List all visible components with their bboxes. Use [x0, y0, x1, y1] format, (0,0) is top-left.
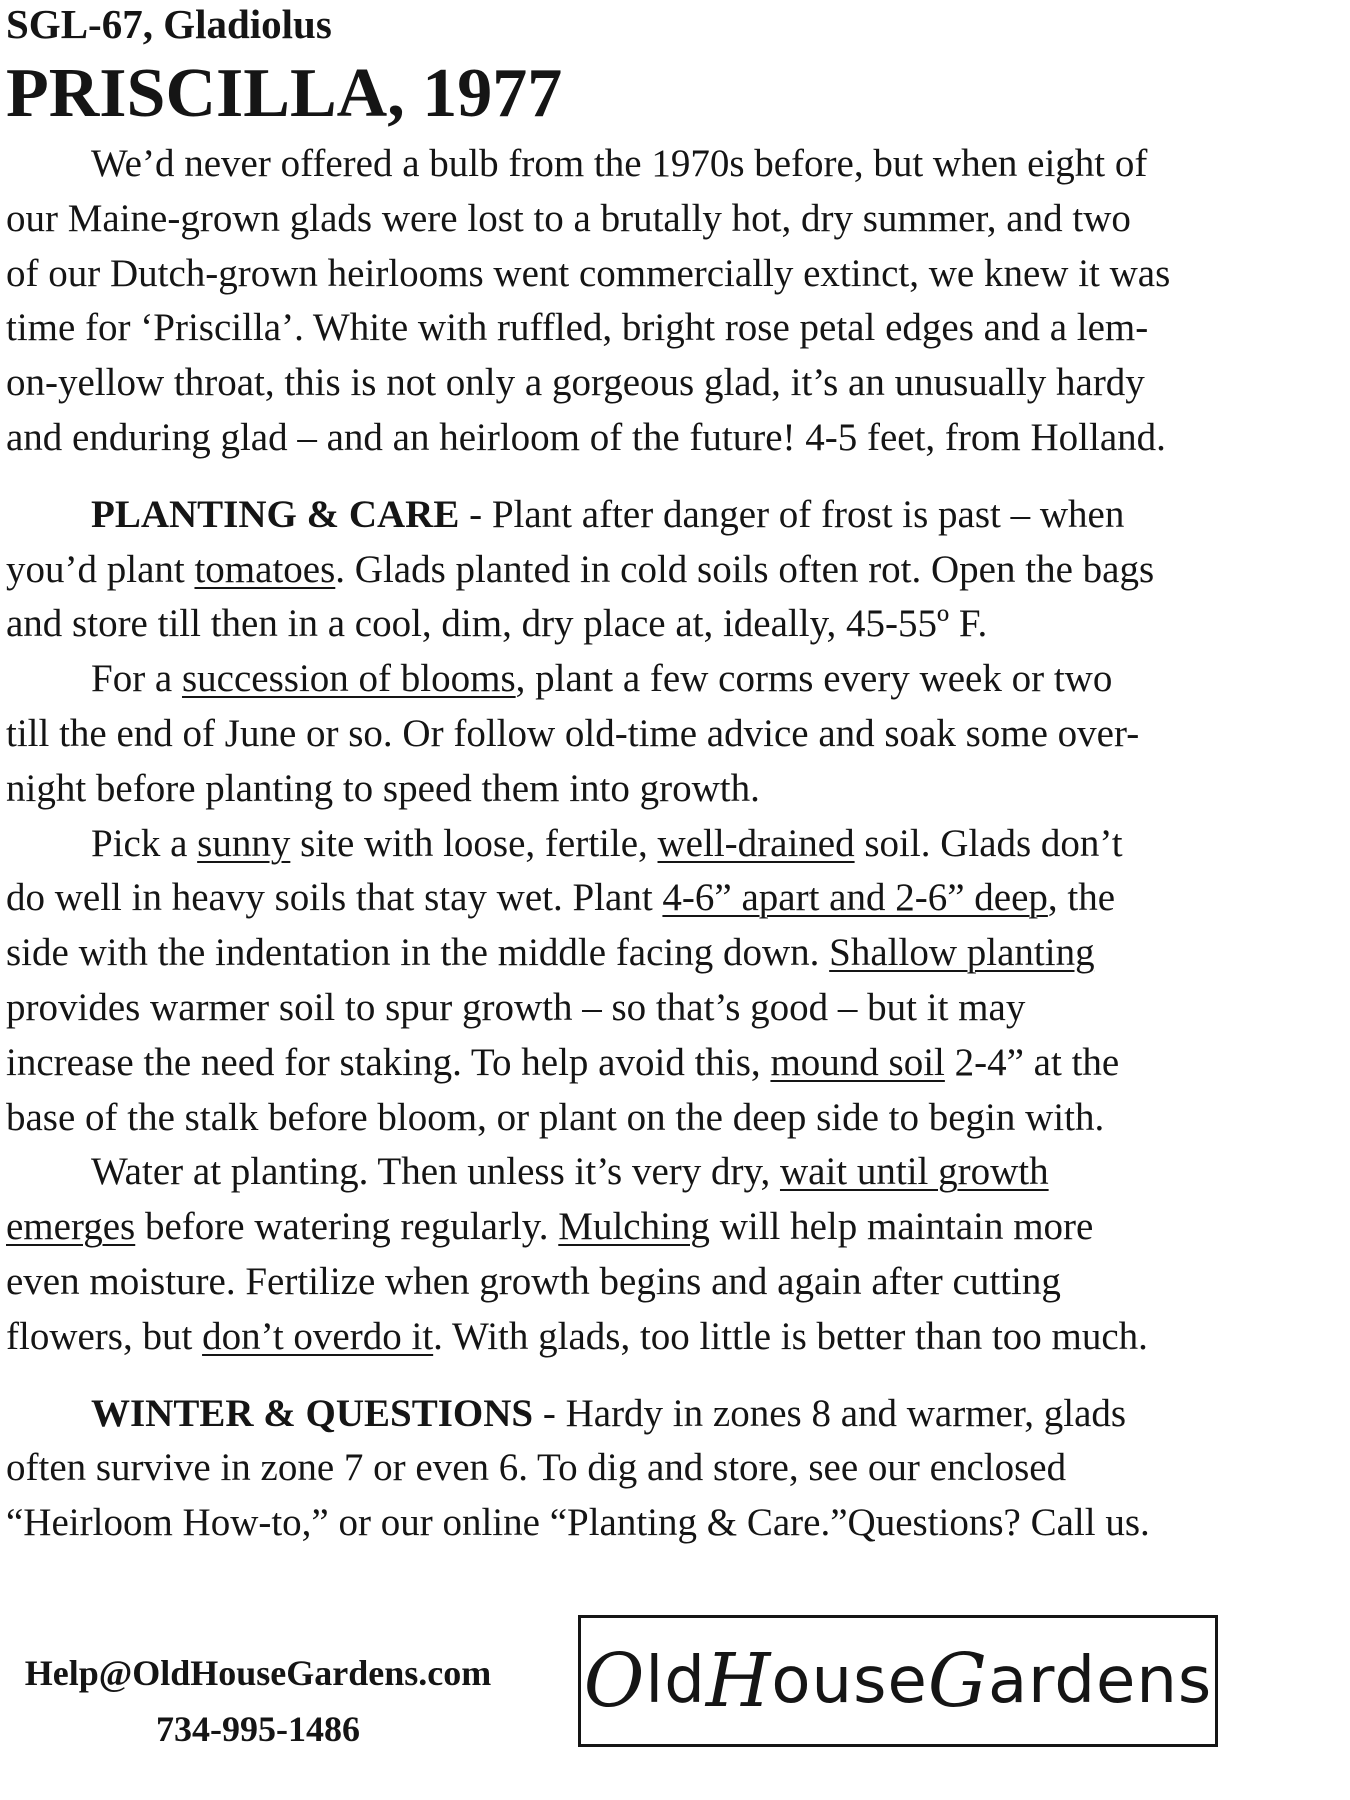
text-run: will help maintain more [709, 1205, 1094, 1249]
text-run: before watering regularly. [135, 1205, 559, 1249]
emphasis-mound-soil: mound soil [770, 1040, 945, 1084]
text-line: night before planting to speed them into growth. [6, 766, 760, 810]
text-run: 2-4” at the [944, 1040, 1120, 1084]
text-line [6, 926, 1306, 981]
text-run: , plant a few corms every week or two [515, 657, 1113, 701]
paragraph-gap [6, 466, 1306, 488]
text-run: side with the indentation in the middle facing down. [6, 931, 830, 975]
text-line [6, 488, 1306, 543]
emphasis-spacing: 4-6” apart and 2-6” deep [662, 876, 1048, 920]
contact-block [8, 1645, 508, 1757]
text-run: site with loose, fertile, [290, 821, 658, 865]
product-code: SGL-67, Gladiolus [6, 1, 332, 47]
text-line [6, 1310, 1306, 1365]
logo-initial: O [583, 1638, 646, 1724]
text-line: and store till then in a cool, dim, dry place at, ideally, 45-55º F. [6, 602, 988, 646]
logo-initial: G [927, 1638, 988, 1724]
text-line: provides warmer soil to spur growth – so that’s good – but it may [6, 985, 1026, 1029]
text-line [6, 652, 1306, 707]
text-line [6, 1387, 1306, 1442]
text-run: . Glads planted in cold soils often rot. Open the bags [335, 547, 1155, 591]
planting-section [6, 488, 1306, 1365]
text-run: - Plant after danger of frost is past – when [459, 492, 1125, 536]
text-line: base of the stalk before bloom, or plant on the deep side to begin with. [6, 1095, 1105, 1139]
text-line: and enduring glad – and an heirloom of the future! 4-5 feet, from Holland. [6, 415, 1166, 459]
emphasis-shallow-planting: Shallow planting [829, 931, 1095, 975]
text-run: For a [91, 657, 182, 701]
emphasis-sunny: sunny [197, 821, 291, 865]
text-run: flowers, but [6, 1314, 203, 1358]
text-line [6, 543, 1306, 598]
text-run: , the [1047, 876, 1116, 920]
text-line: even moisture. Fertilize when growth begins and again after cutting [6, 1259, 1061, 1303]
logo-text: ld [645, 1644, 706, 1718]
winter-section [6, 1387, 1306, 1551]
description-paragraph [6, 137, 1306, 466]
text-line [6, 1145, 1306, 1200]
winter-heading: WINTER & QUESTIONS [91, 1391, 534, 1435]
text-line [6, 817, 1306, 872]
text-run: - Hardy in zones 8 and warmer, glads [533, 1391, 1127, 1435]
logo-text: ouse [771, 1644, 928, 1718]
text-line: our Maine-grown glads were lost to a brutally hot, dry summer, and two [6, 196, 1131, 240]
text-line: often survive in zone 7 or even 6. To dig and store, see our enclosed [6, 1446, 1067, 1490]
text-line [6, 1200, 1306, 1255]
text-line: of our Dutch-grown heirlooms went commercially extinct, we knew it was [6, 251, 1171, 295]
text-line [6, 871, 1306, 926]
emphasis-wait-until-growth: wait until growth [779, 1150, 1049, 1194]
product-title: PRISCILLA, 1977 [6, 55, 563, 132]
text-run: increase the need for staking. To help avoid this, [6, 1040, 771, 1084]
emphasis-well-drained: well-drained [657, 821, 855, 865]
emphasis-emerges: emerges [6, 1205, 136, 1249]
emphasis-tomatoes: tomatoes [194, 547, 336, 591]
text-line: “Heirloom How-to,” or our online “Planting & Care.”Questions? Call us. [6, 1501, 1150, 1545]
brand-logo [578, 1615, 1218, 1747]
contact-phone: 734-995-1486 [156, 1709, 360, 1749]
text-line [6, 1036, 1306, 1091]
logo-text: ardens [987, 1644, 1213, 1718]
planting-heading: PLANTING & CARE [91, 492, 460, 536]
paragraph-gap [6, 1365, 1306, 1387]
body-text [6, 137, 1306, 1551]
text-line: on-yellow throat, this is not only a gorgeous glad, it’s an unusually hardy [6, 361, 1145, 405]
text-line: time for ‘Priscilla’. White with ruffled, bright rose petal edges and a lem- [6, 306, 1149, 350]
emphasis-mulching: Mulching [558, 1205, 710, 1249]
emphasis-succession: succession of blooms [182, 657, 516, 701]
text-run: soil. Glads don’t [854, 821, 1123, 865]
text-run: you’d plant [6, 547, 195, 591]
text-run: . With glads, too little is better than too much. [433, 1314, 1148, 1358]
text-line: till the end of June or so. Or follow old-time advice and soak some over- [6, 711, 1140, 755]
text-run: do well in heavy soils that stay wet. Plant [6, 876, 663, 920]
text-run: Water at planting. Then unless it’s very dry, [91, 1150, 780, 1194]
text-line: We’d never offered a bulb from the 1970s before, but when eight of [91, 142, 1148, 185]
text-run: Pick a [91, 821, 198, 865]
logo-initial: H [705, 1638, 772, 1724]
contact-email: Help@OldHouseGardens.com [24, 1653, 492, 1693]
emphasis-dont-overdo: don’t overdo it [202, 1314, 434, 1358]
